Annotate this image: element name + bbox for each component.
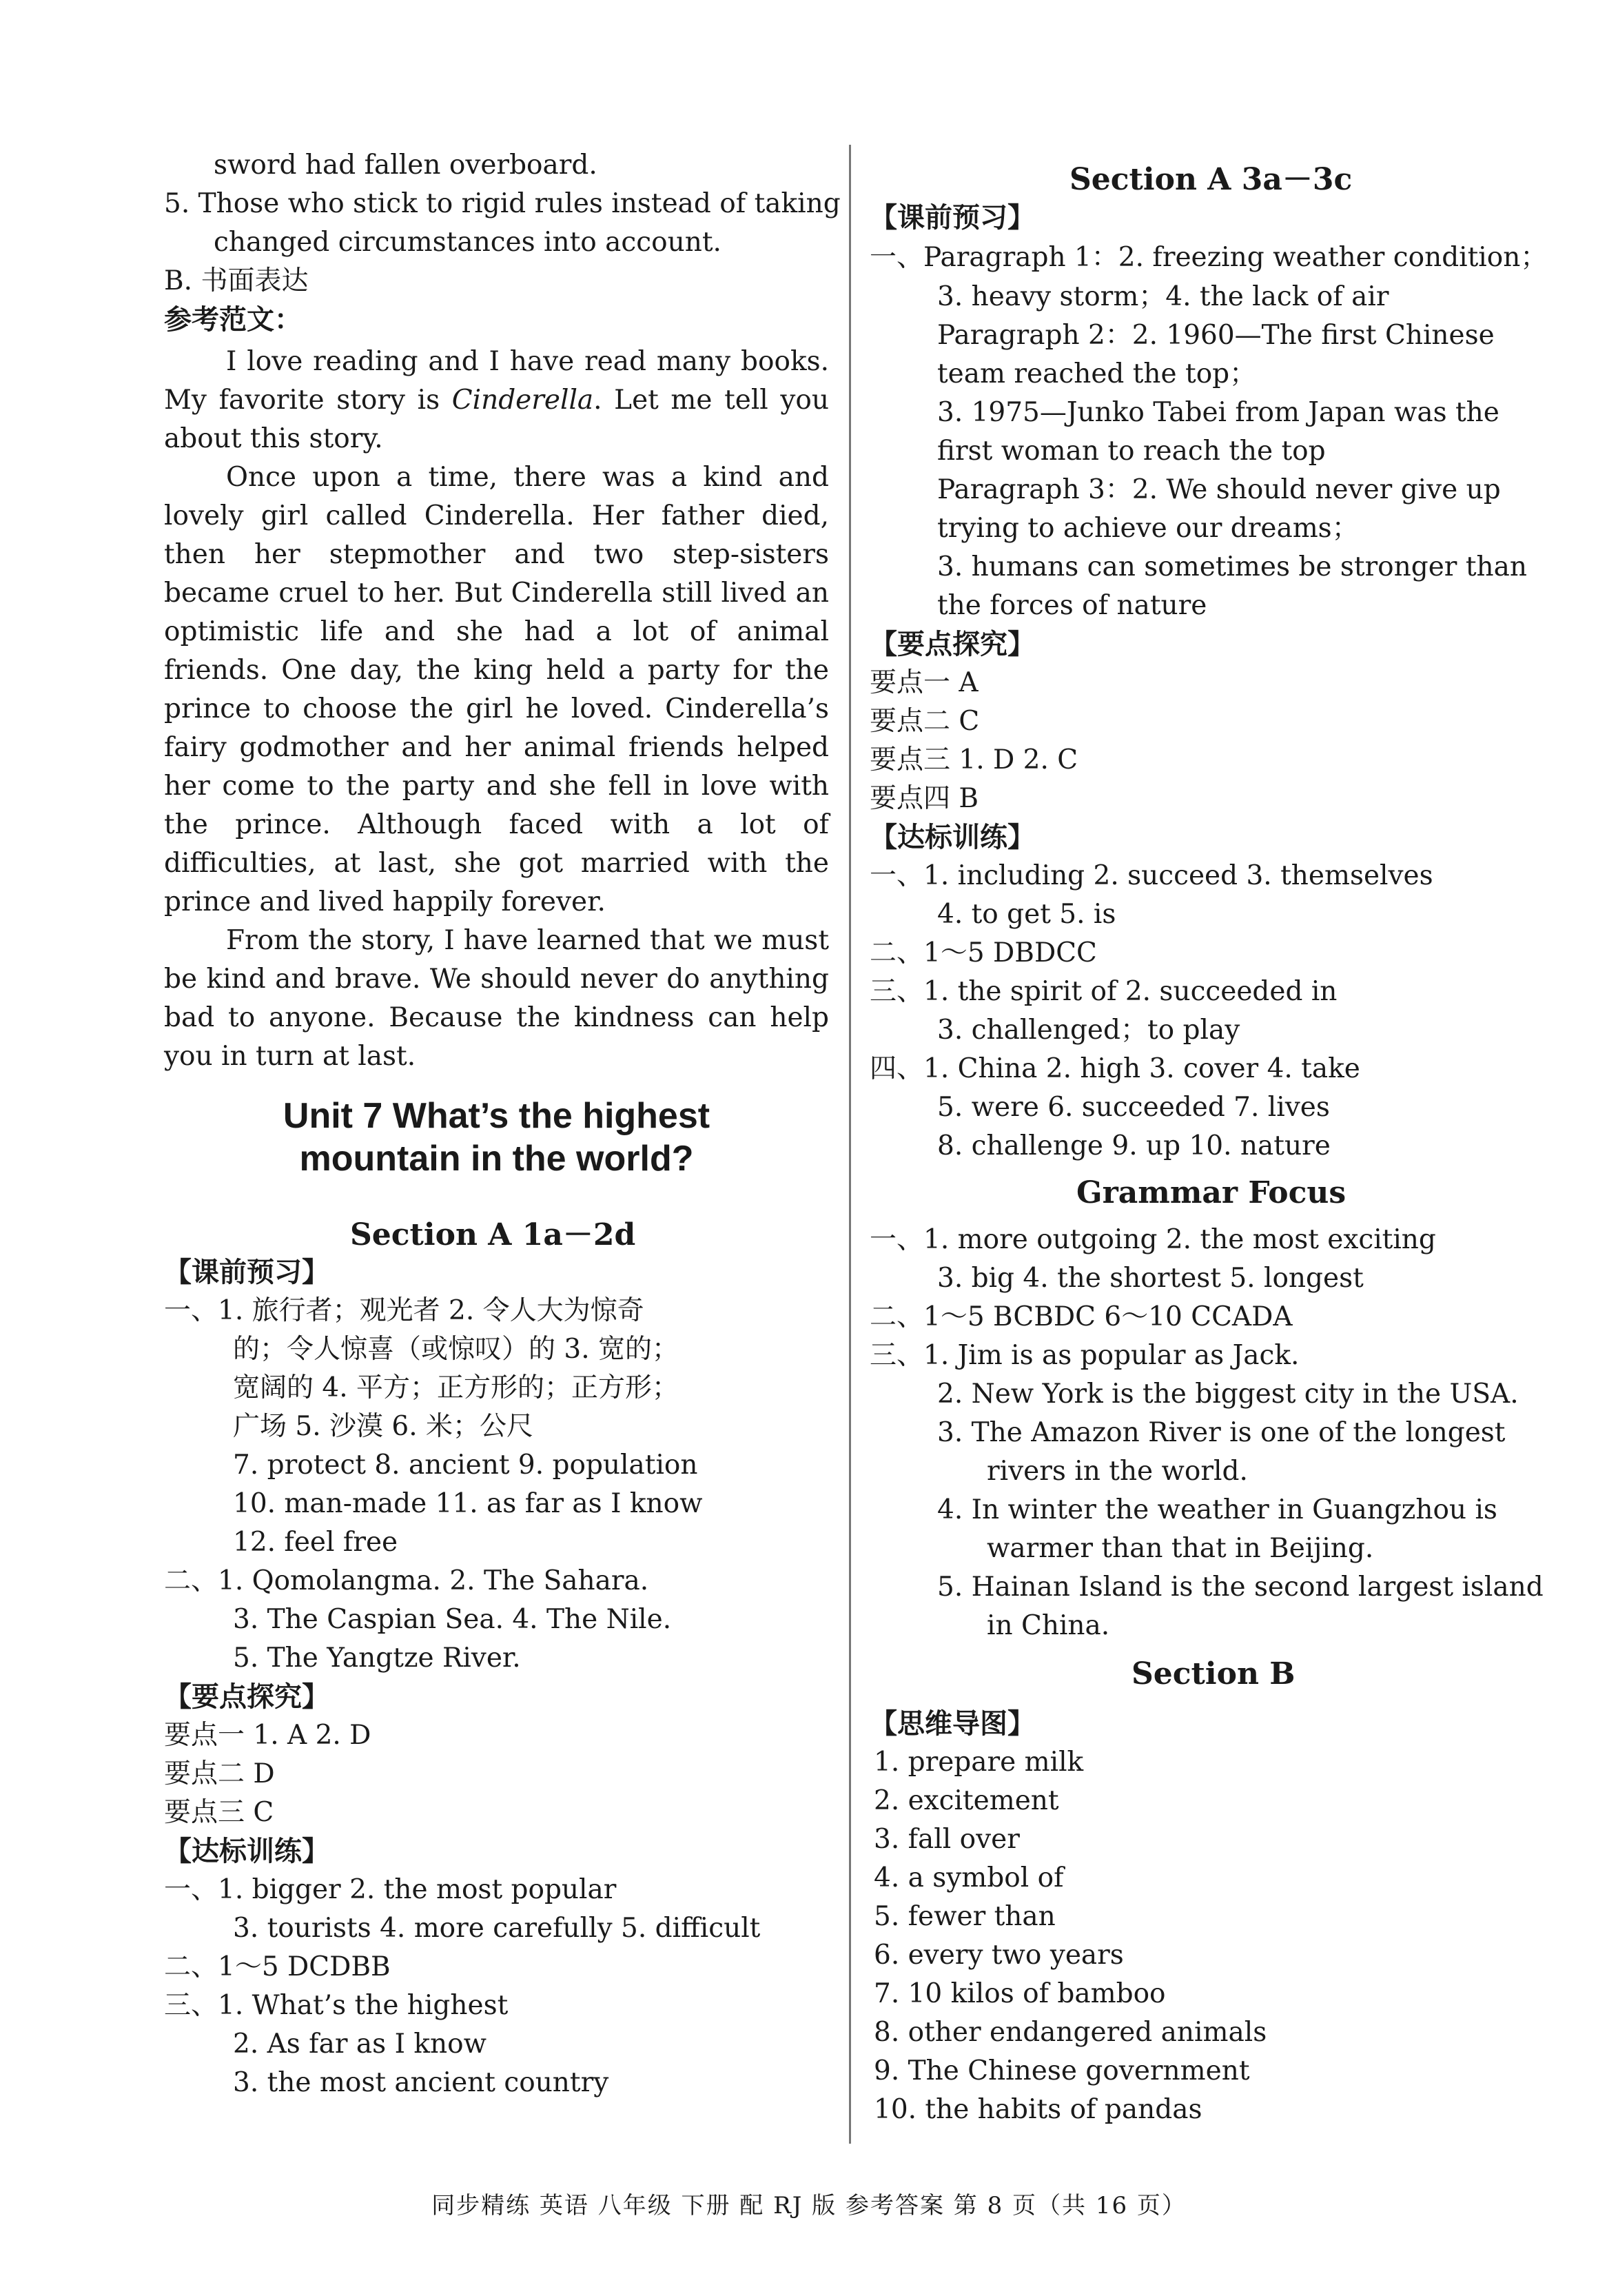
answer-line: 三、1. the spirit of 2. succeeded in [870,976,1338,1007]
answer-line: 5. The Yangtze River. [233,1643,521,1674]
answer-line: first woman to reach the top [937,436,1326,467]
answer-line: 一、1. including 2. succeed 3. themselves [870,860,1433,891]
answer-line: 二、1. Qomolangma. 2. The Sahara. [164,1565,649,1596]
answer-line: 3. humans can sometimes be stronger than [937,551,1528,582]
answer-line: 要点二 D [164,1758,275,1789]
page-footer: 同步精练 英语 八年级 下册 配 RJ 版 参考答案 第 8 页（共 16 页） [431,2192,1187,2219]
answer-line: 5. Hainan Island is the second largest island [937,1572,1544,1603]
answer-line: 10. the habits of pandas [874,2094,1202,2125]
unit-title-line-1: Unit 7 What’s the highest [283,1096,710,1136]
answer-line: 3. The Amazon River is one of the longest [937,1417,1506,1448]
key-points-header: 【要点探究】 [164,1681,329,1713]
section-b-heading: Section B [1131,1656,1296,1691]
answer-line: 的；令人惊喜（或惊叹）的 3. 宽的； [233,1334,679,1365]
answer-line: 3. the most ancient country [233,2067,609,2098]
answer-line: 二、1～5 BCBDC 6～10 CCADA [870,1301,1293,1332]
answer-line: 5. were 6. succeeded 7. lives [937,1092,1330,1123]
answer-line: 3. fall over [874,1824,1020,1855]
preview-header: 【课前预习】 [870,202,1035,234]
answer-line: 2. New York is the biggest city in the USA. [937,1379,1519,1410]
essay-paragraph-3: From the story, I have learned that we must be kind and brave. We should never do anything bad to anyone. Because the kindness can help you in turn at last. [164,925,829,1072]
practice-header: 【达标训练】 [870,822,1035,853]
sample-essay-label: 参考范文： [164,304,302,336]
answer-line: 二、1～5 DCDBB [164,1951,391,1982]
essay-paragraph-2: Once upon a time, there was a kind and lovely girl called Cinderella. Her father died, then her stepmother and two step-sisters became cruel to her. But Cinderella still lived an optimistic life and she had a lot of animal friends. One day, the king held a party for the prince to choose the girl he loved. Cinderella’s fairy godmother and her animal friends helped her come to the party and she fell in love with the prince. Although faced with a lot of difficulties, at last, she got married with the prince and lived happily forever. [164,462,829,917]
answer-line: 2. excitement [874,1785,1059,1816]
answer-line: 一、Paragraph 1：2. freezing weather condition； [870,242,1548,273]
answer-line: 要点二 C [870,706,980,737]
text-line: changed circumstances into account. [214,227,721,258]
text-line: 5. Those who stick to rigid rules instead of taking [164,188,841,219]
key-points-header: 【要点探究】 [870,629,1035,660]
answer-line: Paragraph 2：2. 1960—The first Chinese [937,320,1495,351]
answer-line: in China. [987,1610,1110,1641]
answer-line: 7. 10 kilos of bamboo [874,1978,1166,2009]
column-divider [849,145,851,2144]
answer-line: 要点三 C [164,1797,274,1828]
section-label: B. 书面表达 [164,265,309,296]
answer-line: 8. other endangered animals [874,2017,1267,2048]
answer-line: 4. a symbol of [874,1862,1064,1893]
answer-line: 四、1. China 2. high 3. cover 4. take [870,1053,1360,1084]
answer-line: 12. feel free [233,1527,398,1558]
answer-line: 8. challenge 9. up 10. nature [937,1130,1331,1161]
answer-line: 三、1. Jim is as popular as Jack. [870,1340,1300,1371]
answer-line: 要点一 1. A 2. D [164,1720,371,1751]
preview-header: 【课前预习】 [164,1257,329,1288]
answer-line: 一、1. 旅行者；观光者 2. 令人大为惊奇 [164,1295,644,1326]
answer-line: rivers in the world. [987,1456,1248,1487]
answer-line: 3. The Caspian Sea. 4. The Nile. [233,1604,672,1635]
answer-line: 二、1～5 DBDCC [870,937,1097,968]
answer-line: 3. tourists 4. more carefully 5. difficult [233,1913,761,1944]
practice-header: 【达标训练】 [164,1836,329,1867]
answer-line: 要点三 1. D 2. C [870,744,1078,775]
answer-line: 宽阔的 4. 平方；正方形的；正方形； [233,1372,679,1403]
answer-line: 3. 1975—Junko Tabei from Japan was the [937,397,1499,428]
answer-line: 三、1. What’s the highest [164,1990,509,2021]
unit-title-line-2: mountain in the world? [299,1139,694,1179]
mindmap-header: 【思维导图】 [870,1708,1035,1740]
answer-line: 一、1. more outgoing 2. the most exciting [870,1224,1436,1255]
answer-line: 1. prepare milk [874,1747,1084,1778]
answer-line: warmer than that in Beijing. [987,1533,1374,1564]
answer-line: Paragraph 3：2. We should never give up [937,474,1501,505]
answer-line: 2. As far as I know [233,2029,487,2060]
answer-line: 5. fewer than [874,1901,1056,1932]
answer-line: trying to achieve our dreams； [937,513,1359,544]
answer-line: 3. big 4. the shortest 5. longest [937,1263,1364,1294]
answer-line: 4. In winter the weather in Guangzhou is [937,1494,1497,1525]
answer-line: team reached the top； [937,358,1257,389]
text-line: sword had fallen overboard. [214,150,597,181]
answer-line: 9. The Chinese government [874,2055,1250,2086]
answer-line: 7. protect 8. ancient 9. population [233,1450,698,1481]
answer-line: 10. man-made 11. as far as I know [233,1488,703,1519]
answer-line: 一、1. bigger 2. the most popular [164,1874,617,1905]
answer-line: the forces of nature [937,590,1207,621]
section-heading: Section A 1a－2d [350,1217,636,1252]
answer-line: 3. challenged；to play [937,1015,1240,1046]
answer-line: 4. to get 5. is [937,899,1116,930]
answer-line: 6. every two years [874,1940,1124,1971]
answer-line: 要点一 A [870,667,979,698]
answer-line: 要点四 B [870,783,979,814]
section-heading: Section A 3a－3c [1069,162,1353,197]
grammar-focus-heading: Grammar Focus [1076,1175,1346,1210]
answer-line: 广场 5. 沙漠 6. 米；公尺 [233,1411,534,1442]
answer-line: 3. heavy storm；4. the lack of air [937,281,1389,312]
essay-paragraph-1: I love reading and I have read many books. My favorite story is Cinderella. Let me tell you about this story. [164,346,830,454]
